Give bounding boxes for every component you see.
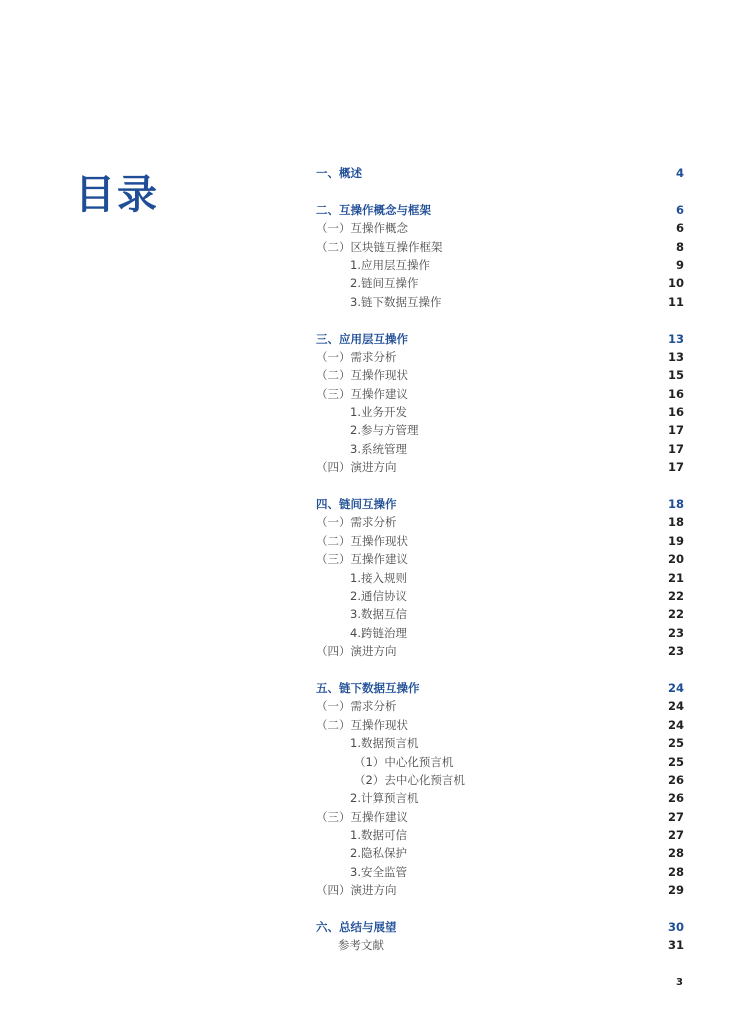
toc-entry-page: 9: [675, 257, 684, 272]
toc-entry-label: 1.数据可信: [350, 828, 407, 843]
toc-entry[interactable]: [316, 532, 684, 550]
toc-entry-page: 20: [667, 552, 684, 567]
toc-entry-page: 24: [667, 699, 684, 714]
toc-entry-page: 24: [667, 680, 684, 695]
toc-entry[interactable]: [316, 458, 684, 476]
toc-entry[interactable]: [316, 734, 684, 752]
toc-entry[interactable]: [316, 716, 684, 734]
toc-entry-page: 8: [675, 239, 684, 254]
toc-entry-page: 25: [667, 736, 684, 751]
toc-entry-label: （三）互操作建议: [316, 809, 408, 824]
toc-entry-label: 三、应用层互操作: [316, 331, 408, 346]
toc-entry-label: 二、互操作概念与框架: [316, 202, 431, 217]
toc-entry-page: 17: [667, 460, 684, 475]
toc-entry[interactable]: [316, 863, 684, 881]
toc-entry-label: 2.链间互操作: [350, 276, 419, 291]
toc-entry-label: 1.接入规则: [350, 570, 407, 585]
toc-entry[interactable]: [316, 293, 684, 311]
toc-entry-label: 参考文献: [338, 938, 384, 953]
toc-entry-label: （1）中心化预言机: [354, 754, 454, 769]
toc-entry-page: 23: [667, 625, 684, 640]
toc-entry-label: （三）互操作建议: [316, 552, 408, 567]
toc-entry-page: 27: [667, 828, 684, 843]
toc-entry-label: （二）互操作现状: [316, 368, 408, 383]
toc-entry-label: 一、概述: [316, 166, 362, 180]
toc-entry[interactable]: [316, 219, 684, 237]
toc-entry[interactable]: [316, 403, 684, 421]
toc-entry-page: 16: [667, 386, 684, 401]
toc-entry[interactable]: [316, 569, 684, 587]
toc-entry-label: （一）需求分析: [316, 699, 397, 714]
toc-entry[interactable]: [316, 771, 684, 789]
toc-entry-label: 四、链间互操作: [316, 497, 397, 512]
toc-entry-label: 3.系统管理: [350, 441, 407, 456]
toc-entry-page: 17: [667, 441, 684, 456]
page-number: 3: [676, 977, 683, 988]
toc-entry[interactable]: [316, 642, 684, 660]
toc-entry-label: （四）演进方向: [316, 644, 397, 659]
toc-entry-page: 25: [667, 754, 684, 769]
toc-entry[interactable]: [316, 366, 684, 384]
toc-entry[interactable]: [316, 348, 684, 366]
toc-entry-label: （一）互操作概念: [316, 221, 408, 236]
toc-entry-label: （四）演进方向: [316, 883, 397, 898]
toc-entry-page: 10: [667, 276, 684, 291]
toc-entry[interactable]: [316, 808, 684, 826]
toc-entry-label: （二）互操作现状: [316, 533, 408, 548]
toc-entry-page: 22: [667, 607, 684, 622]
toc-entry[interactable]: [316, 936, 684, 954]
toc-entry[interactable]: [316, 881, 684, 899]
toc-entry-page: 23: [667, 644, 684, 659]
toc-entry-page: 4: [675, 166, 684, 180]
table-of-contents: [316, 164, 684, 955]
toc-heading: 目录: [75, 171, 159, 218]
toc-entry[interactable]: [316, 679, 684, 697]
toc-entry-label: （一）需求分析: [316, 349, 397, 364]
toc-entry-page: 17: [667, 423, 684, 438]
toc-entry[interactable]: [316, 587, 684, 605]
toc-entry-page: 13: [667, 331, 684, 346]
toc-entry-label: 五、链下数据互操作: [316, 680, 420, 695]
toc-entry[interactable]: [316, 697, 684, 715]
toc-entry-label: 2.隐私保护: [350, 846, 407, 861]
toc-entry[interactable]: [316, 274, 684, 292]
toc-entry-label: （二）互操作现状: [316, 717, 408, 732]
toc-entry[interactable]: [316, 753, 684, 771]
toc-entry-page: 19: [667, 533, 684, 548]
toc-entry[interactable]: [316, 789, 684, 807]
toc-entry-label: 六、总结与展望: [316, 920, 397, 935]
toc-entry-label: （二）区块链互操作框架: [316, 239, 443, 254]
toc-entry[interactable]: [316, 550, 684, 568]
toc-entry[interactable]: [316, 624, 684, 642]
toc-entry-page: 26: [667, 772, 684, 787]
toc-entry-label: （一）需求分析: [316, 515, 397, 530]
toc-entry-label: （2）去中心化预言机: [354, 772, 465, 787]
toc-entry-page: 18: [667, 515, 684, 530]
toc-entry-page: 31: [667, 938, 684, 953]
toc-entry-label: （四）演进方向: [316, 460, 397, 475]
toc-entry[interactable]: [316, 421, 684, 439]
toc-entry-page: 27: [667, 809, 684, 824]
toc-entry-label: 3.安全监管: [350, 864, 407, 879]
toc-entry-label: 1.数据预言机: [350, 736, 419, 751]
toc-entry-page: 24: [667, 717, 684, 732]
toc-entry-page: 11: [667, 294, 684, 309]
toc-entry-page: 6: [675, 202, 684, 217]
toc-entry[interactable]: [316, 513, 684, 531]
toc-entry[interactable]: [316, 826, 684, 844]
toc-entry[interactable]: [316, 605, 684, 623]
toc-entry[interactable]: [316, 238, 684, 256]
toc-entry-label: 2.计算预言机: [350, 791, 419, 806]
toc-entry-page: 21: [667, 570, 684, 585]
toc-entry[interactable]: [316, 440, 684, 458]
toc-entry-page: 15: [667, 368, 684, 383]
toc-entry-page: 16: [667, 405, 684, 420]
toc-entry[interactable]: [316, 844, 684, 862]
toc-entry-label: 4.跨链治理: [350, 625, 407, 640]
toc-entry[interactable]: [316, 164, 684, 182]
toc-entry[interactable]: [316, 201, 684, 219]
toc-entry[interactable]: [316, 330, 684, 348]
toc-entry[interactable]: [316, 385, 684, 403]
toc-entry-label: 1.应用层互操作: [350, 257, 430, 272]
toc-entry-page: 22: [667, 588, 684, 603]
toc-entry-page: 18: [667, 497, 684, 512]
toc-entry-page: 6: [675, 221, 684, 236]
toc-entry-label: 1.业务开发: [350, 405, 407, 420]
toc-entry-page: 28: [667, 846, 684, 861]
toc-entry-label: 2.通信协议: [350, 588, 407, 603]
toc-entry[interactable]: [316, 256, 684, 274]
toc-entry-page: 28: [667, 864, 684, 879]
toc-entry-page: 26: [667, 791, 684, 806]
toc-entry-label: 2.参与方管理: [350, 423, 419, 438]
toc-entry-label: 3.数据互信: [350, 607, 407, 622]
toc-entry[interactable]: [316, 495, 684, 513]
toc-entry-page: 13: [667, 349, 684, 364]
toc-entry-label: 3.链下数据互操作: [350, 294, 442, 309]
toc-entry[interactable]: [316, 918, 684, 936]
toc-entry-page: 29: [667, 883, 684, 898]
toc-entry-page: 30: [667, 920, 684, 935]
toc-entry-label: （三）互操作建议: [316, 386, 408, 401]
